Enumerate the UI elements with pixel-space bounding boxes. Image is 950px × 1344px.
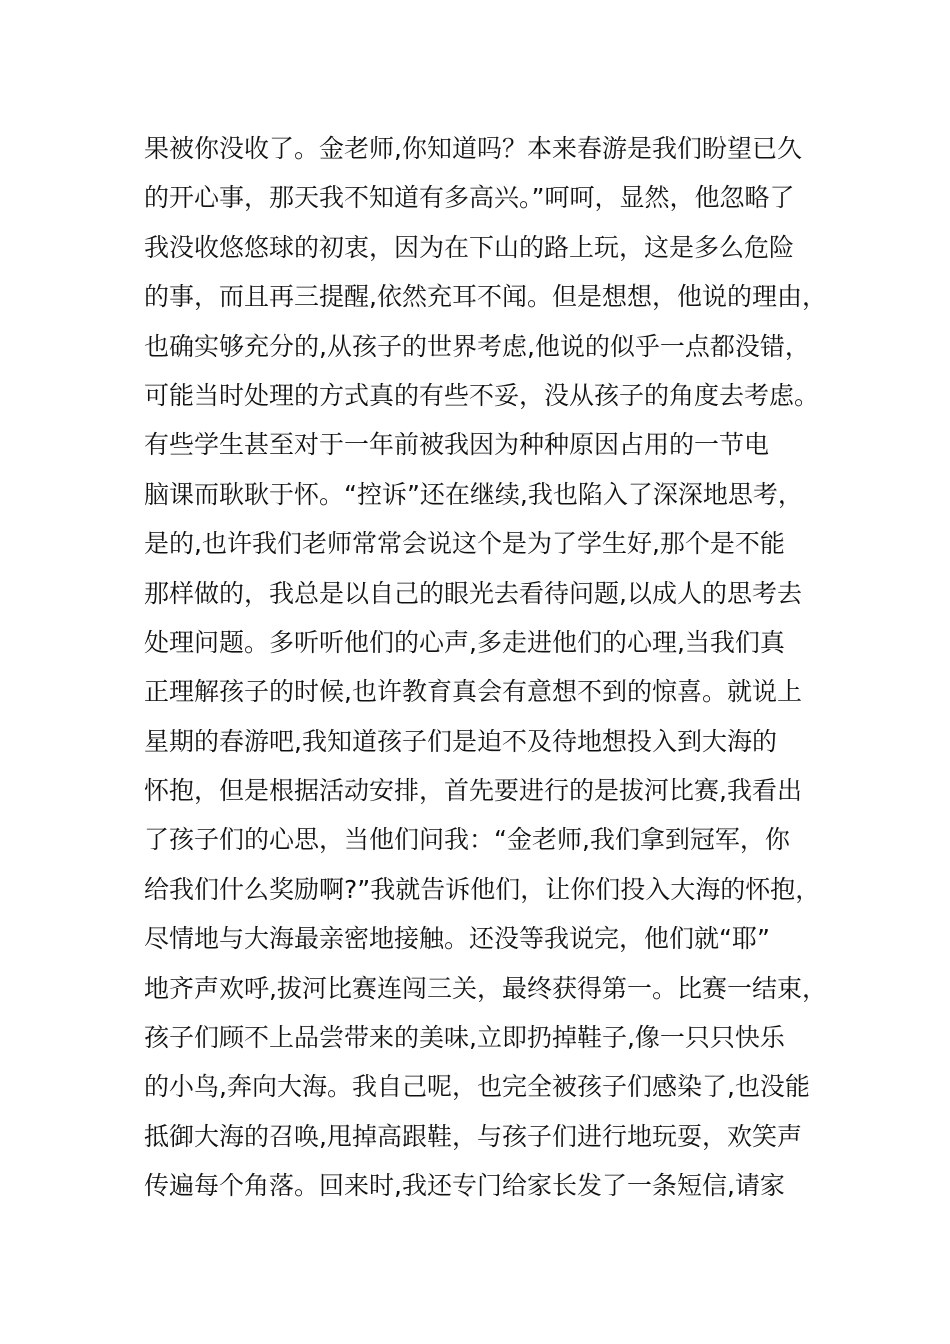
text-line: 抵御大海的召唤,甩掉高跟鞋，与孩子们进行地玩耍，欢笑声 — [144, 1121, 802, 1151]
text-line: 可能当时处理的方式真的有些不妥，没从孩子的角度去考虑。 — [144, 380, 820, 410]
text-line: 脑课而耿耿于怀。“控诉”还在继续,我也陷入了深深地思考， — [144, 479, 803, 509]
text-line: 果被你没收了。金老师,你知道吗？本来春游是我们盼望已久 — [144, 134, 802, 163]
text-line: 有些学生甚至对于一年前被我因为种种原因占用的一节电 — [144, 430, 770, 460]
text-line: 是的,也许我们老师常常会说这个是为了学生好,那个是不能 — [144, 529, 785, 559]
text-line: 处理问题。多听听他们的心声,多走进他们的心理,当我们真 — [144, 627, 785, 657]
text-line: 传遍每个角落。回来时,我还专门给家长发了一条短信,请家 — [144, 1171, 785, 1201]
text-line: 的开心事，那天我不知道有多高兴。”呵呵，显然，他忽略了 — [144, 183, 795, 213]
text-line: 的小鸟,奔向大海。我自己呢，也完全被孩子们感染了,也没能 — [144, 1072, 810, 1102]
text-line: 也确实够充分的,从孩子的世界考虑,他说的似乎一点都没错， — [144, 331, 810, 361]
text-line: 的事，而且再三提醒,依然充耳不闻。但是想想，他说的理由， — [144, 282, 827, 312]
text-line: 孩子们顾不上品尝带来的美味,立即扔掉鞋子,像一只只快乐 — [144, 1023, 785, 1053]
body-text — [144, 124, 834, 1211]
text-line: 了孩子们的心思，当他们问我：“金老师,我们拿到冠军，你 — [144, 825, 790, 855]
text-line: 地齐声欢呼,拔河比赛连闯三关，最终获得第一。比赛一结束， — [144, 973, 827, 1003]
text-line: 给我们什么奖励啊?”我就告诉他们，让你们投入大海的怀抱， — [144, 874, 821, 904]
text-line: 我没收悠悠球的初衷，因为在下山的路上玩，这是多么危险 — [144, 232, 795, 262]
text-line: 怀抱，但是根据活动安排，首先要进行的是拔河比赛,我看出 — [144, 776, 802, 806]
text-line: 那样做的，我总是以自己的眼光去看待问题,以成人的思考去 — [144, 578, 802, 608]
text-line: 正理解孩子的时候,也许教育真会有意想不到的惊喜。就说上 — [144, 677, 802, 707]
text-line: 星期的春游吧,我知道孩子们是迫不及待地想投入到大海的 — [144, 726, 777, 756]
text-line: 尽情地与大海最亲密地接触。还没等我说完，他们就“耶” — [144, 924, 770, 954]
